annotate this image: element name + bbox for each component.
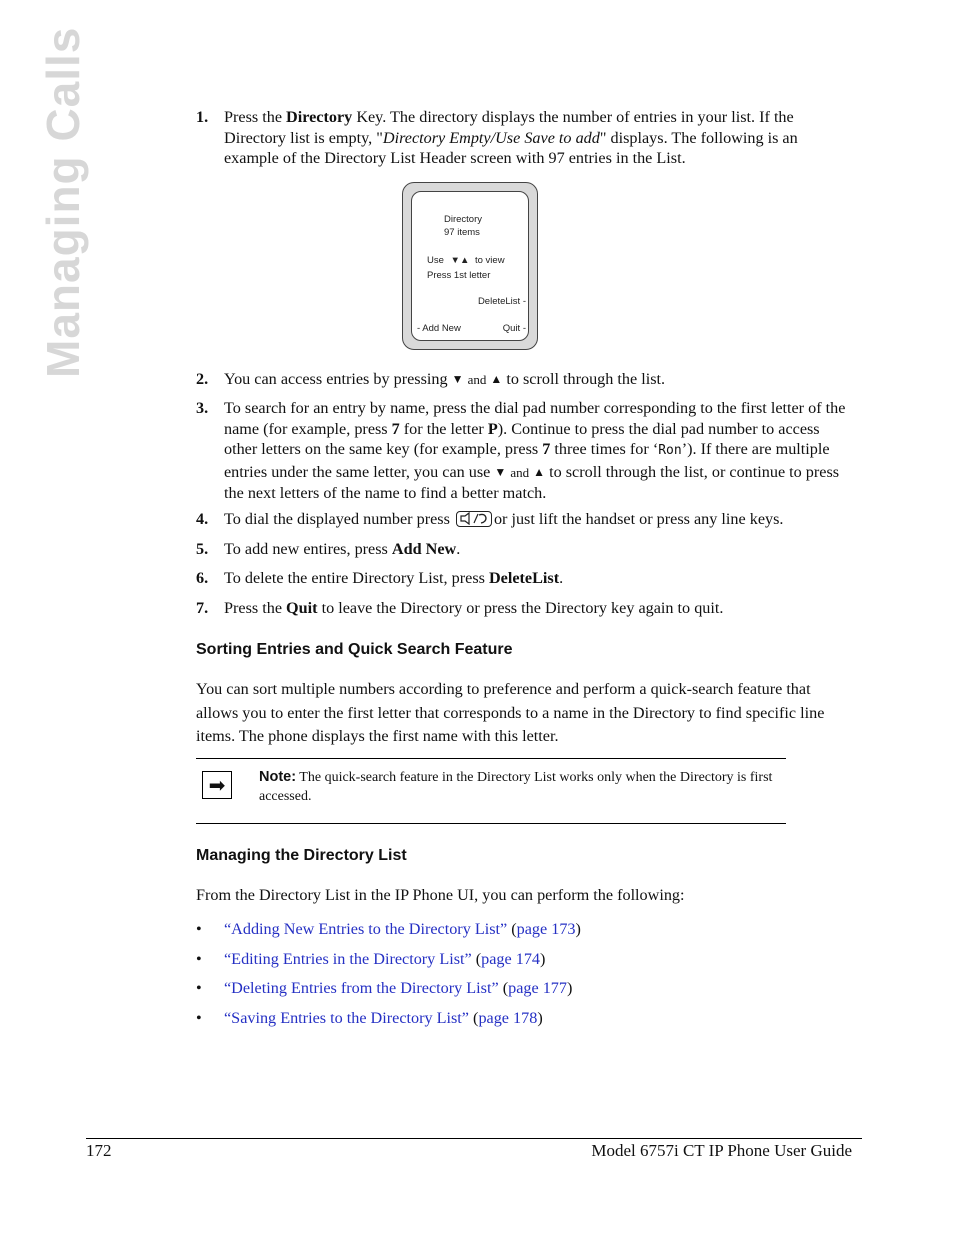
- step-text: Key. The directory displays the number of entries in your list. If the Directory list is empty, ": [224, 108, 794, 147]
- paren: (: [498, 979, 509, 997]
- step-text: " displays. The following is an example of the Directory List Header screen with 97 entries in the List.: [224, 128, 798, 167]
- key-name: 7: [391, 419, 400, 438]
- step-text: ’). If there are multiple entries under the same letter, you can use: [224, 440, 830, 481]
- footer-divider: [86, 1138, 862, 1139]
- bullet-dot: •: [196, 979, 202, 997]
- step-text: for the letter: [399, 419, 488, 438]
- down-arrow-icon: ▼: [494, 464, 507, 479]
- step-text: three times for ‘: [550, 440, 659, 458]
- step-number: 3.: [196, 399, 209, 417]
- paren: ): [575, 920, 581, 938]
- step-number: 2.: [196, 370, 209, 388]
- list-item: [196, 949, 545, 969]
- up-arrow-icon: ▲: [533, 464, 546, 479]
- step-text: You can access entries by pressing: [224, 370, 452, 388]
- up-arrow-icon: ▲: [459, 255, 470, 266]
- key-name: DeleteList: [488, 569, 560, 587]
- link-editing-entries[interactable]: “Editing Entries in the Directory List”: [224, 950, 472, 968]
- section-intro-managing: From the Directory List in the IP Phone UI, you can perform the following:: [196, 886, 685, 904]
- page-number: 172: [86, 1141, 112, 1160]
- down-arrow-icon: ▼: [450, 255, 460, 266]
- down-arrow-icon: ▼: [451, 372, 464, 386]
- step-4: [196, 509, 856, 530]
- step-text: To delete the entire Directory List, press: [224, 569, 489, 587]
- step-text: .: [456, 540, 461, 558]
- step-number: 5.: [196, 540, 209, 558]
- key-name: Add New: [391, 540, 457, 558]
- screen-press-letter: Press 1st letter: [427, 270, 491, 281]
- key-name: 7: [542, 440, 551, 458]
- right-arrow-icon: ➡: [202, 771, 232, 799]
- step-1: [196, 107, 856, 169]
- step-number: 4.: [196, 510, 209, 528]
- key-name: Directory: [286, 108, 353, 126]
- link-page-174[interactable]: page 174: [481, 950, 541, 968]
- step-text: to scroll through the list, or continue to press the next letters of the name to find a better match.: [224, 462, 840, 502]
- list-item: [196, 919, 581, 939]
- step-text: Press the: [224, 599, 287, 617]
- status-message: Directory Empty/Use Save to add: [382, 128, 600, 147]
- note-box: [196, 758, 786, 824]
- section-heading-managing: Managing the Directory List: [196, 847, 407, 864]
- display-text: Ron: [658, 443, 682, 458]
- up-arrow-icon: ▲: [490, 372, 503, 386]
- list-item: [196, 978, 572, 998]
- step-number: 6.: [196, 569, 209, 587]
- side-section-title: Managing Calls: [37, 26, 89, 378]
- paren: (: [471, 950, 482, 968]
- step-text: Press the: [224, 108, 287, 126]
- step-text: .: [559, 569, 564, 587]
- step-3: [196, 398, 856, 504]
- section-body-sorting: You can sort multiple numbers according to preference and perform a quick-search feature that allows you to enter the first letter that corresponds to a name in the Directory to find specific line items. The phone displays the first name with this letter.: [196, 680, 825, 745]
- step-text: To search for an entry by name, press the dial pad number corresponding to the first letter of the name (for example, press: [224, 399, 846, 438]
- guide-title: Model 6757i CT IP Phone User Guide: [591, 1141, 852, 1160]
- key-name: Quit: [286, 599, 318, 617]
- step-text: To dial the displayed number press: [224, 510, 454, 528]
- link-page-173[interactable]: page 173: [516, 920, 576, 938]
- step-text: to scroll through the list.: [502, 370, 666, 388]
- link-deleting-entries[interactable]: “Deleting Entries from the Directory List”: [224, 979, 499, 997]
- step-6: [196, 568, 856, 589]
- speaker-handsfree-key-icon: [456, 511, 492, 527]
- screen-title: Directory: [444, 214, 483, 225]
- link-adding-entries[interactable]: “Adding New Entries to the Directory List”: [224, 920, 508, 938]
- softkey-add-new: - Add New: [417, 323, 461, 334]
- step-text: ). Continue to press the dial pad number to access other letters on the same key (for example, press: [224, 419, 820, 458]
- step-text: or just lift the handset or press any line keys.: [493, 510, 784, 528]
- key-name: P: [487, 419, 498, 438]
- link-page-177[interactable]: page 177: [508, 979, 567, 997]
- bullet-dot: •: [196, 920, 202, 938]
- link-saving-entries[interactable]: “Saving Entries to the Directory List”: [224, 1009, 469, 1027]
- paren: (: [507, 920, 517, 938]
- note-text: [259, 768, 785, 806]
- screen-use-label: Use ▼▲ to view: [427, 255, 505, 266]
- paren: ): [540, 950, 546, 968]
- screen-count: 97 items: [444, 227, 480, 238]
- step-number: 7.: [196, 599, 209, 617]
- note-label: Note:: [259, 769, 297, 785]
- step-text: To add new entires, press: [224, 540, 392, 558]
- step-5: [196, 539, 856, 560]
- step-text: to leave the Directory or press the Directory key again to quit.: [317, 599, 724, 617]
- paren: ): [566, 979, 573, 997]
- paren: ): [537, 1009, 543, 1027]
- list-item: [196, 1008, 543, 1028]
- conjunction: and: [510, 464, 530, 480]
- softkey-quit: Quit -: [502, 323, 526, 334]
- paren: (: [469, 1009, 479, 1027]
- note-body: The quick-search feature in the Directory List works only when the Directory is first accessed.: [259, 770, 773, 804]
- link-page-178[interactable]: page 178: [478, 1009, 538, 1027]
- conjunction: and: [467, 372, 487, 387]
- step-7: [196, 598, 856, 619]
- bullet-dot: •: [196, 950, 202, 968]
- step-2: [196, 369, 856, 391]
- phone-screen: [411, 191, 529, 341]
- softkey-deletelist: DeleteList -: [477, 296, 526, 307]
- phone-display-illustration: [402, 182, 538, 350]
- bullet-dot: •: [196, 1009, 202, 1027]
- section-heading-sorting: Sorting Entries and Quick Search Feature: [196, 641, 513, 658]
- step-number: 1.: [196, 108, 209, 126]
